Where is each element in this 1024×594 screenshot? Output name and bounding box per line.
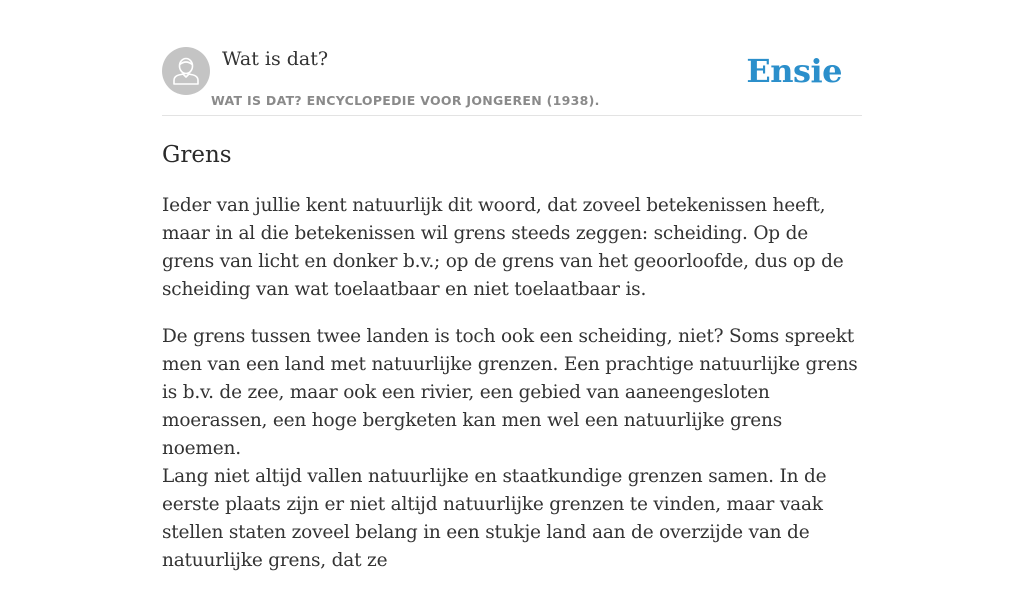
user-icon <box>162 47 210 95</box>
entry-body <box>162 192 862 594</box>
paragraph: Lang niet altijd vallen natuurlijke en staatkundige grenzen samen. In de eerste plaats zijn er niet altijd natuurlijke grenzen te vinden, maar vaak stellen staten zoveel belang in een stukje land aan de overzijde van de natuurlijke grens, dat ze <box>162 466 827 571</box>
source-title[interactable]: Wat is dat? <box>222 48 329 70</box>
paragraph: De grens tussen twee landen is toch ook een scheiding, niet? Soms spreekt men van een land met natuurlijke grenzen. Een prachtige natuurlijke grens is b.v. de zee, maar ook een rivier, een gebied van aaneengesloten moerassen, een hoge bergketen kan men wel een natuurlijke grens noemen. <box>162 326 858 459</box>
ensie-logo[interactable]: Ensie <box>746 52 842 90</box>
page <box>162 0 862 571</box>
source-avatar[interactable] <box>162 47 210 95</box>
source-header <box>162 47 862 116</box>
paragraph: Ieder van jullie kent natuurlijk dit woord, dat zoveel betekenissen heeft, maar in al die betekenissen wil grens steeds zeggen: scheiding. Op de grens van licht en donker b.v.; op de grens van het geoorloofde, dus op de scheiding van wat toelaatbaar en niet toelaatbaar is. <box>162 195 844 300</box>
source-subtitle: WAT IS DAT? ENCYCLOPEDIE VOOR JONGEREN (1938). <box>211 93 600 108</box>
entry-title: Grens <box>162 142 232 168</box>
